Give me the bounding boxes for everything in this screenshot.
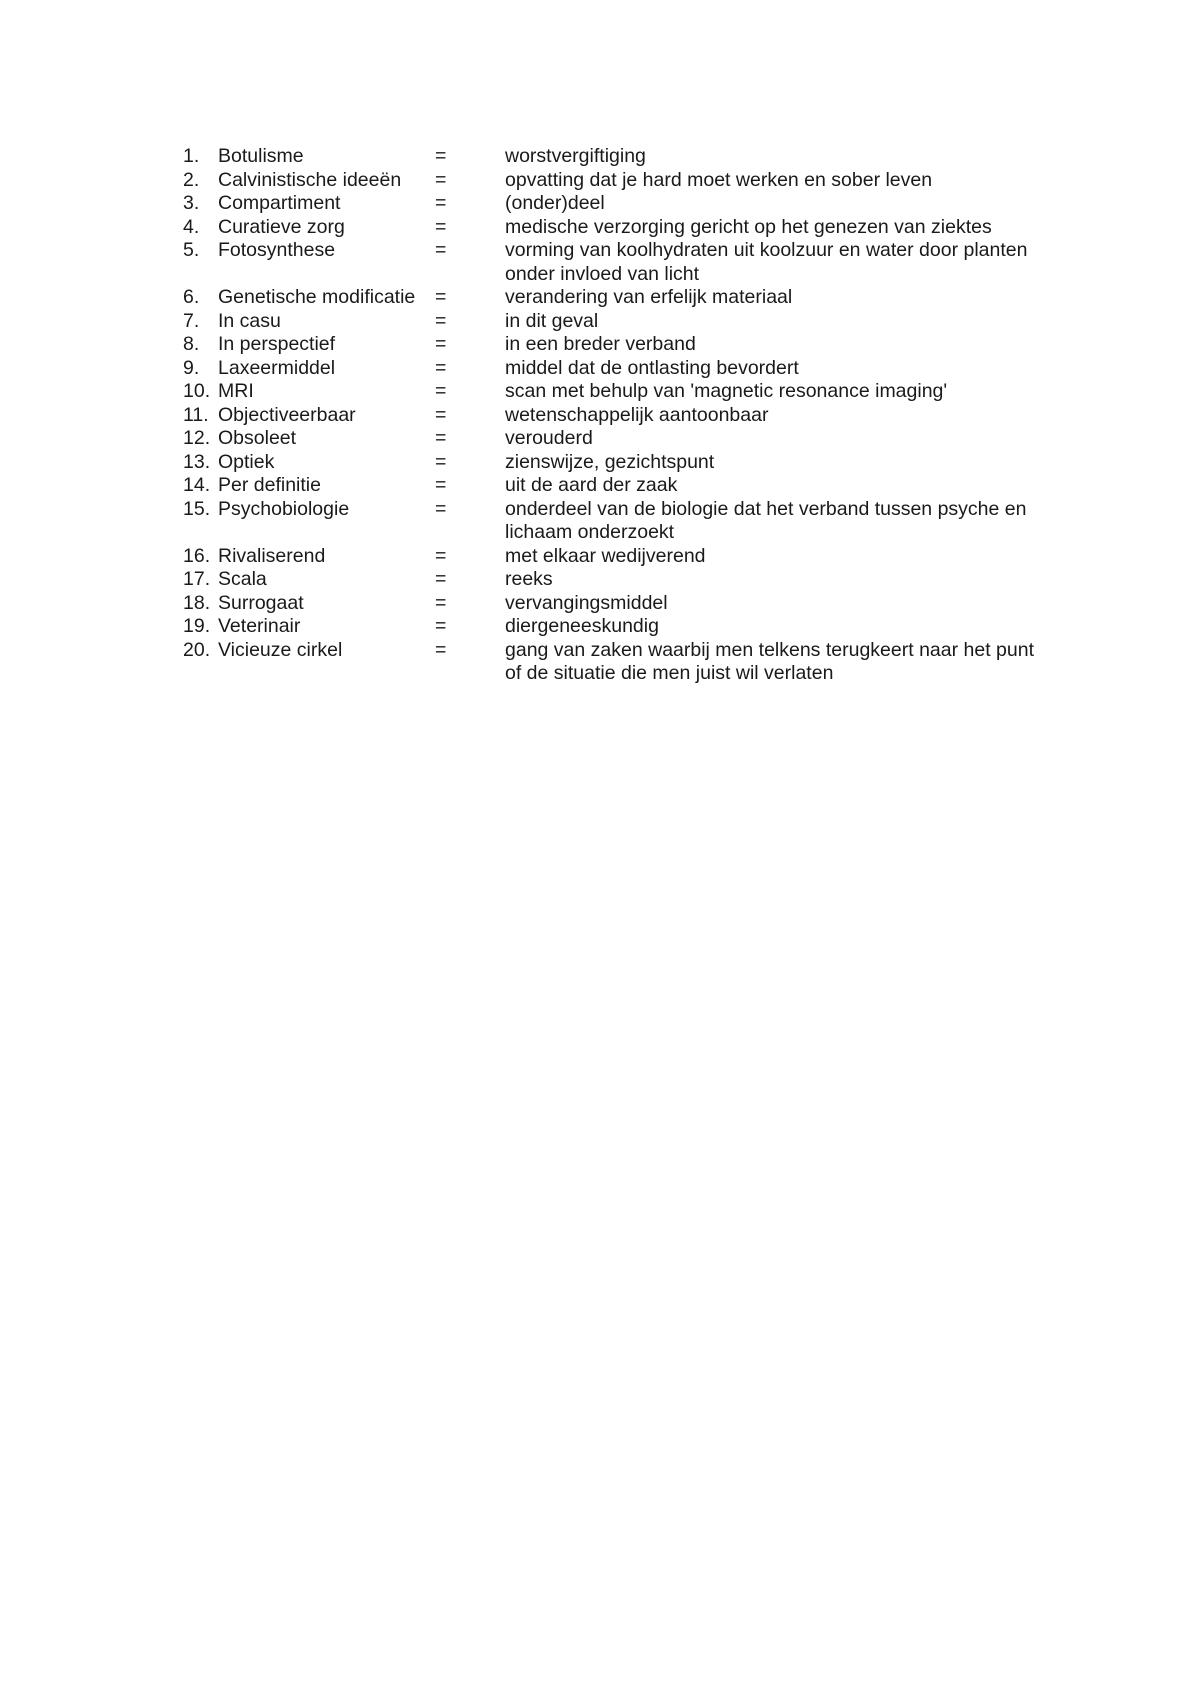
glossary-entry (183, 169, 1083, 193)
equals-sign: = (435, 145, 447, 167)
entry-number: 12. (183, 427, 211, 449)
entry-definition (505, 615, 1065, 639)
equals-sign: = (435, 497, 447, 520)
glossary-entry (183, 639, 1083, 686)
entry-number: 11. (183, 403, 209, 426)
entry-definition (505, 169, 1065, 193)
entry-term: Psychobiologie (218, 497, 350, 520)
definition-line: opvatting dat je hard moet werken en sober leven (505, 168, 933, 191)
entry-definition (505, 333, 1065, 357)
entry-number: 1. (183, 145, 200, 167)
entry-term: In casu (218, 309, 281, 332)
entry-definition (505, 568, 1065, 592)
entry-number: 19. (183, 615, 211, 637)
entry-number: 20. (183, 638, 211, 661)
equals-sign: = (435, 427, 447, 449)
equals-sign: = (435, 286, 447, 308)
definition-line: medische verzorging gericht op het genezen van ziektes (505, 215, 992, 238)
entry-term: Per definitie (218, 474, 321, 496)
entry-term: Curatieve zorg (218, 215, 345, 238)
definition-line: vorming van koolhydraten uit koolzuur en water door planten (505, 239, 1028, 261)
entry-term: Objectiveerbaar (218, 403, 356, 426)
definition-line: gang van zaken waarbij men telkens terugkeert naar het punt (505, 638, 1034, 661)
equals-sign: = (435, 403, 447, 426)
entry-number: 4. (183, 215, 200, 238)
definition-line: lichaam onderzoekt (505, 521, 675, 543)
entry-term: Botulisme (218, 145, 304, 167)
entry-definition (505, 474, 1065, 498)
equals-sign: = (435, 591, 447, 614)
glossary-entry (183, 615, 1083, 639)
glossary-entry (183, 498, 1083, 545)
glossary-entry (183, 239, 1083, 286)
entry-term: Genetische modificatie (218, 286, 416, 308)
entry-definition (505, 216, 1065, 240)
definition-line: of de situatie die men juist wil verlaten (505, 662, 834, 684)
definition-line: verandering van erfelijk materiaal (505, 286, 793, 308)
entry-number: 6. (183, 286, 200, 308)
entry-term: Scala (218, 568, 267, 590)
entry-number: 17. (183, 568, 211, 590)
entry-term: Obsoleet (218, 427, 297, 449)
entry-definition (505, 639, 1065, 686)
definition-line: onderdeel van de biologie dat het verband tussen psyche en (505, 497, 1027, 520)
definition-line: reeks (505, 568, 553, 590)
glossary-entry (183, 357, 1083, 381)
equals-sign: = (435, 380, 447, 402)
glossary-entry (183, 427, 1083, 451)
glossary-entry (183, 286, 1083, 310)
definition-line: uit de aard der zaak (505, 474, 678, 496)
entry-definition (505, 451, 1065, 475)
glossary-entry (183, 474, 1083, 498)
entry-definition (505, 498, 1065, 545)
entry-term: Laxeermiddel (218, 356, 336, 379)
glossary-entry (183, 568, 1083, 592)
definition-line: diergeneeskundig (505, 615, 659, 637)
entry-definition (505, 239, 1065, 286)
entry-term: Rivaliserend (218, 544, 326, 567)
entry-term: In perspectief (218, 333, 336, 355)
definition-line: in dit geval (505, 309, 599, 332)
glossary-entry (183, 451, 1083, 475)
entry-number: 8. (183, 333, 200, 355)
entry-definition (505, 310, 1065, 334)
equals-sign: = (435, 333, 447, 355)
definition-line: vervangingsmiddel (505, 591, 668, 614)
entry-term: Fotosynthese (218, 239, 336, 261)
definition-line: scan met behulp van 'magnetic resonance imaging' (505, 380, 948, 402)
equals-sign: = (435, 168, 447, 191)
glossary-list (183, 145, 1083, 686)
entry-definition (505, 545, 1065, 569)
definition-line: (onder)deel (505, 192, 605, 214)
entry-term: MRI (218, 380, 254, 402)
entry-term: Vicieuze cirkel (218, 638, 343, 661)
definition-line: wetenschappelijk aantoonbaar (505, 403, 769, 426)
definition-line: verouderd (505, 427, 593, 449)
definition-line: onder invloed van licht (505, 262, 700, 285)
entry-term: Surrogaat (218, 591, 304, 614)
equals-sign: = (435, 544, 447, 567)
equals-sign: = (435, 615, 447, 637)
glossary-entry (183, 192, 1083, 216)
equals-sign: = (435, 568, 447, 590)
glossary-entry (183, 545, 1083, 569)
entry-number: 5. (183, 239, 200, 261)
glossary-entry (183, 310, 1083, 334)
glossary-entry (183, 333, 1083, 357)
entry-number: 15. (183, 497, 211, 520)
entry-definition (505, 380, 1065, 404)
entry-definition (505, 145, 1065, 169)
entry-term: Optiek (218, 450, 275, 473)
entry-definition (505, 286, 1065, 310)
equals-sign: = (435, 356, 447, 379)
definition-line: in een breder verband (505, 333, 696, 355)
equals-sign: = (435, 450, 447, 473)
definition-line: worstvergiftiging (505, 145, 646, 167)
entry-definition (505, 357, 1065, 381)
equals-sign: = (435, 638, 447, 661)
entry-number: 18. (183, 591, 211, 614)
glossary-entry (183, 380, 1083, 404)
entry-number: 7. (183, 309, 200, 332)
entry-number: 16. (183, 544, 211, 567)
equals-sign: = (435, 215, 447, 238)
entry-term: Calvinistische ideeën (218, 168, 402, 191)
entry-definition (505, 404, 1065, 428)
glossary-entry (183, 145, 1083, 169)
entry-number: 14. (183, 474, 211, 496)
glossary-entry (183, 216, 1083, 240)
definition-line: met elkaar wedijverend (505, 544, 706, 567)
definition-line: middel dat de ontlasting bevordert (505, 356, 799, 379)
entry-number: 9. (183, 356, 200, 379)
glossary-entry (183, 592, 1083, 616)
equals-sign: = (435, 192, 447, 214)
entry-definition (505, 192, 1065, 216)
entry-number: 13. (183, 450, 211, 473)
entry-definition (505, 592, 1065, 616)
entry-number: 2. (183, 168, 200, 191)
entry-term: Veterinair (218, 615, 301, 637)
entry-term: Compartiment (218, 192, 341, 214)
entry-number: 3. (183, 192, 200, 214)
equals-sign: = (435, 474, 447, 496)
entry-number: 10. (183, 380, 211, 402)
definition-line: zienswijze, gezichtspunt (505, 450, 715, 473)
glossary-entry (183, 404, 1083, 428)
entry-definition (505, 427, 1065, 451)
equals-sign: = (435, 239, 447, 261)
equals-sign: = (435, 309, 447, 332)
